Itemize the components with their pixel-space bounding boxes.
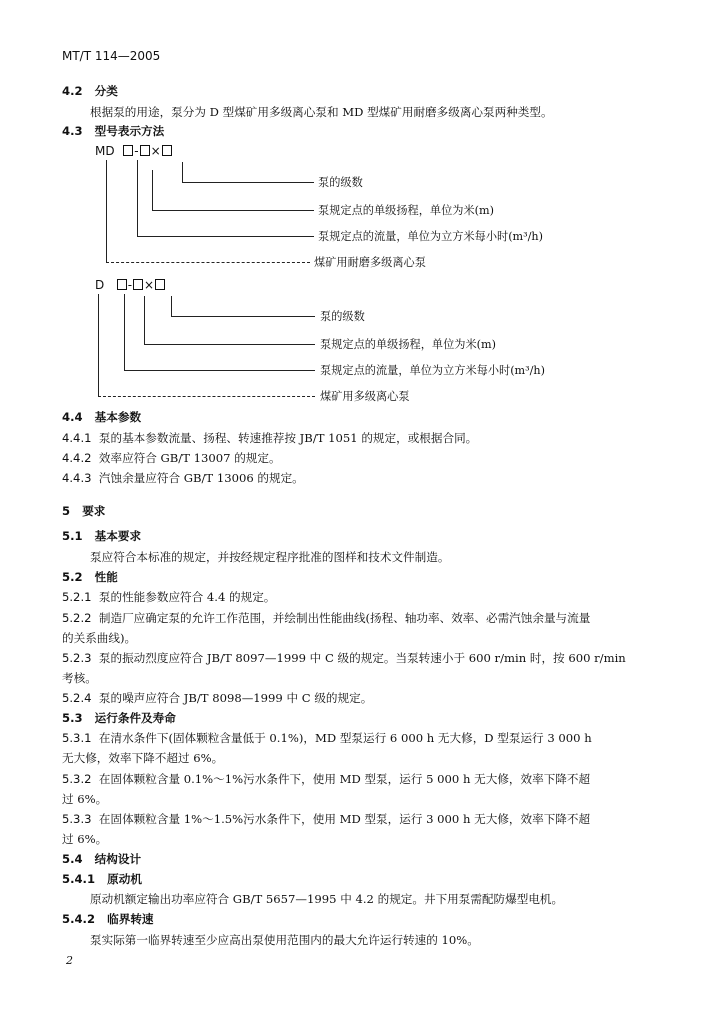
section-4-2-heading (62, 84, 118, 98)
clause-text: 汽蚀余量应符合 GB/T 13006 的规定。 (98, 471, 304, 485)
name-rule (98, 396, 315, 397)
stages-placeholder-box (162, 145, 172, 156)
md-stages-label: 泵的级数 (318, 176, 363, 189)
section-5-4-1-heading (62, 872, 142, 886)
page-number: 2 (66, 954, 73, 967)
clause-number: 4.4.3 (62, 471, 92, 485)
stages-rule (171, 316, 315, 317)
section-number: 5.3 (62, 711, 83, 725)
clause-5-2-2-cont: 的关系曲线)。 (62, 631, 137, 645)
name-leader-line (98, 294, 99, 396)
section-4-2-text: 根据泵的用途，泵分为 D 型煤矿用多级离心泵和 MD 型煤矿用耐磨多级离心泵两种类型。 (90, 105, 553, 119)
head-placeholder-box (140, 145, 150, 156)
section-4-3-heading (62, 124, 164, 138)
clause-5-3-1-cont: 无大修，效率下降不超过 6%。 (62, 751, 224, 765)
section-title: 运行条件及寿命 (94, 711, 176, 725)
section-number: 5.4 (62, 852, 83, 866)
clause-number: 4.4.1 (62, 431, 92, 445)
clause-text: 效率应符合 GB/T 13007 的规定。 (98, 451, 281, 465)
clause-number: 5.3.1 (62, 731, 92, 745)
clause-5-3-1 (62, 731, 592, 745)
clause-text: 在固体颗粒含量 0.1%～1%污水条件下，使用 MD 型泵，运行 5 000 h 无大修，效率下降不超 (98, 772, 591, 786)
section-title: 结构设计 (94, 852, 142, 866)
section-number: 5 (62, 504, 71, 518)
clause-number: 4.4.2 (62, 451, 92, 465)
clause-text: 在清水条件下(固体颗粒含量低于 0.1%)，MD 型泵运行 6 000 h 无大修，D 型泵运行 3 000 h (98, 731, 592, 745)
head-rule (144, 344, 315, 345)
clause-5-3-3-cont: 过 6%。 (62, 832, 108, 846)
section-title: 原动机 (107, 872, 142, 886)
section-number: 5.4.2 (62, 912, 96, 926)
section-number: 5.1 (62, 529, 83, 543)
clause-number: 5.2.1 (62, 590, 92, 604)
section-title: 要求 (82, 504, 106, 518)
section-title: 基本要求 (94, 529, 142, 543)
model-prefix: MD (95, 144, 115, 158)
clause-5-2-3-cont: 考核。 (62, 671, 97, 685)
d-head-label: 泵规定点的单级扬程，单位为米(m) (320, 338, 496, 351)
section-5-4-heading (62, 852, 141, 866)
clause-text: 泵的振动烈度应符合 JB/T 8097—1999 中 C 级的规定。当泵转速小于 600 r/min 时，按 600 r/min (98, 651, 626, 665)
clause-text: 泵的基本参数流量、扬程、转速推荐按 JB/T 1051 的规定，或根据合同。 (98, 431, 478, 445)
md-flow-label: 泵规定点的流量，单位为立方米每小时(m³/h) (318, 230, 543, 243)
flow-leader-line (137, 160, 138, 236)
times-symbol: × (144, 278, 155, 292)
stages-leader-line (171, 296, 172, 316)
stages-leader-line (182, 162, 183, 182)
section-4-4-heading (62, 410, 141, 424)
head-leader-line (144, 296, 145, 344)
clause-number: 5.2.4 (62, 691, 92, 705)
flow-rule (124, 370, 315, 371)
section-5-4-2-text: 泵实际第一临界转速至少应高出泵使用范围内的最大允许运行转速的 10%。 (90, 933, 479, 947)
d-stages-label: 泵的级数 (320, 310, 365, 323)
d-flow-label: 泵规定点的流量，单位为立方米每小时(m³/h) (320, 364, 545, 377)
d-name-label: 煤矿用多级离心泵 (320, 390, 410, 403)
section-5-3-heading (62, 711, 176, 725)
clause-text: 制造厂应确定泵的允许工作范围，并绘制出性能曲线(扬程、轴功率、效率、必需汽蚀余量与流量 (98, 611, 591, 625)
section-5-1-text: 泵应符合本标准的规定，并按经规定程序批准的图样和技术文件制造。 (90, 550, 450, 564)
section-5-1-heading (62, 529, 141, 543)
section-title: 分类 (94, 84, 118, 98)
head-leader-line (152, 170, 153, 210)
flow-rule (137, 236, 314, 237)
clause-5-3-2 (62, 772, 590, 786)
clause-text: 泵的性能参数应符合 4.4 的规定。 (98, 590, 276, 604)
md-name-label: 煤矿用耐磨多级离心泵 (314, 256, 426, 269)
clause-5-3-2-cont: 过 6%。 (62, 792, 108, 806)
clause-number: 5.2.2 (62, 611, 92, 625)
section-5-4-2-heading (62, 912, 154, 926)
clause-text: 泵的噪声应符合 JB/T 8098—1999 中 C 级的规定。 (98, 691, 373, 705)
times-symbol: × (150, 144, 161, 158)
stages-placeholder-box (155, 279, 165, 290)
clause-5-3-3 (62, 812, 590, 826)
dash-symbol: - (134, 144, 139, 158)
section-title: 性能 (94, 570, 118, 584)
clause-number: 5.3.2 (62, 772, 92, 786)
clause-number: 5.3.3 (62, 812, 92, 826)
flow-placeholder-box (117, 279, 127, 290)
clause-4-4-1 (62, 431, 477, 445)
head-rule (152, 210, 314, 211)
dash-symbol: - (127, 278, 133, 292)
d-model-code (95, 278, 166, 292)
stages-rule (182, 182, 314, 183)
section-title: 临界转速 (107, 912, 154, 926)
section-5-heading (62, 504, 105, 518)
section-title: 型号表示方法 (94, 124, 165, 138)
model-prefix: D (95, 278, 105, 292)
section-5-2-heading (62, 570, 118, 584)
head-placeholder-box (133, 279, 143, 290)
section-number: 4.2 (62, 84, 83, 98)
section-number: 5.4.1 (62, 872, 96, 886)
md-model-code (95, 144, 173, 158)
name-leader-line (106, 160, 107, 262)
clause-text: 在固体颗粒含量 1%～1.5%污水条件下，使用 MD 型泵，运行 3 000 h 无大修，效率下降不超 (98, 812, 591, 826)
section-5-4-1-text: 原动机额定输出功率应符合 GB/T 5657—1995 中 4.2 的规定。井下用泵需配防爆型电机。 (90, 892, 564, 906)
flow-placeholder-box (123, 145, 133, 156)
flow-leader-line (124, 294, 125, 370)
section-title: 基本参数 (94, 410, 142, 424)
clause-5-2-1 (62, 590, 275, 604)
section-number: 5.2 (62, 570, 83, 584)
clause-4-4-2 (62, 451, 281, 465)
section-number: 4.4 (62, 410, 83, 424)
standard-code-header: MT/T 114—2005 (62, 49, 161, 63)
clause-5-2-3 (62, 651, 626, 665)
clause-5-2-2 (62, 611, 590, 625)
clause-number: 5.2.3 (62, 651, 92, 665)
name-rule (106, 262, 310, 263)
section-number: 4.3 (62, 124, 83, 138)
md-head-label: 泵规定点的单级扬程，单位为米(m) (318, 204, 494, 217)
clause-4-4-3 (62, 471, 304, 485)
clause-5-2-4 (62, 691, 372, 705)
